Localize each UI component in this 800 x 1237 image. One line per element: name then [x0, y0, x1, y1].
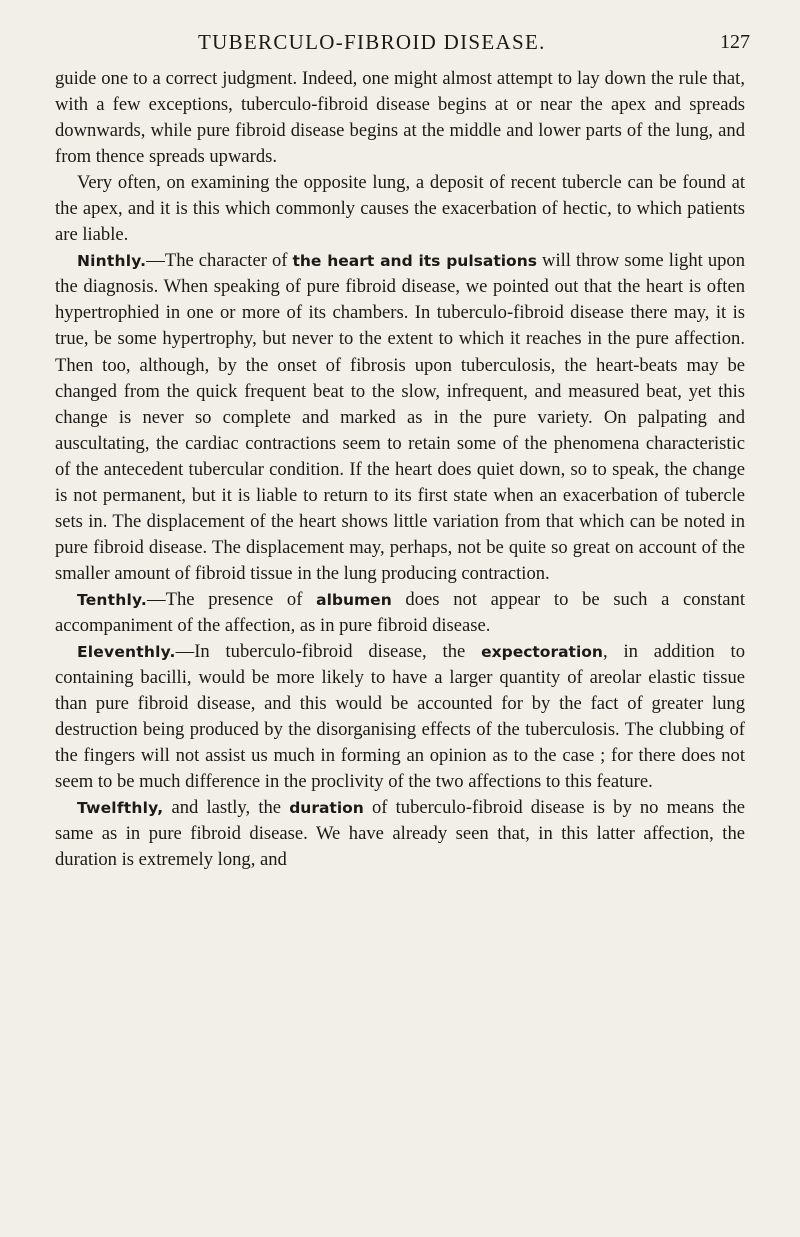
paragraph-lead: Tenthly.	[77, 590, 147, 609]
paragraph-text: —The presence of	[147, 588, 317, 610]
paragraph-tenthly	[55, 587, 745, 639]
paragraph-text: will throw some light upon the diagnosis. When speaking of pure fibroid disease, we pointed out that the heart is often hypertrophied in one or more of its chambers. In tuberculo-fibroid disease there may, it is true, be some hypertrophy, but never to the extent to which it reaches in the pure affection. Then too, although, by the onset of fibrosis upon tuberculosis, the heart-beats may be changed from the quick frequent beat to the slow, infrequent, and measured beat, yet this change is never so complete and marked as in the pure variety. On palpating and auscultating, the cardiac contractions seem to retain some of the phenomena characteristic of the antecedent tubercular condition. If the heart does quiet down, so to speak, the change is not permanent, but it is liable to return to its first state when an exacerbation of tubercle sets in. The displacement of the heart shows little variation from that which can be noted in pure fibroid disease. The displacement may, perhaps, not be quite so great on account of the smaller amount of fibroid tissue in the lung producing contraction.	[55, 250, 746, 584]
page-header	[0, 26, 800, 66]
paragraph-text: —In tuberculo-fibroid disease, the	[175, 641, 482, 663]
paragraph-text: guide one to a correct judgment. Indeed, one might almost attempt to lay down the rule that, with a few exceptions, tuberculo-fibroid disease begins at or near the apex and spreads downwards, while pure fibroid disease begins at the middle and lower parts of the lung, and from thence spreads upwards.	[55, 68, 745, 168]
paragraph-ninthly	[55, 248, 745, 587]
paragraph-lead: Twelfthly,	[77, 799, 164, 818]
running-head: TUBERCULO-FIBROID DISEASE.	[198, 30, 546, 54]
paragraph-text: , in addition to containing bacilli, would be more likely to have a larger quantity of areolar elastic tissue than pure fibroid disease, and this would be accounted for by the fact of greater lung destruction being produced by the disorganising effects of the tuberculosis. The clubbing of the fingers will not assist us much in forming an opinion as to the case ; for there does not seem to be much difference in the proclivity of the two affections to this feature.	[55, 641, 745, 793]
paragraph-text: of tuberculo-fibroid disease is by no means the same as in pure fibroid disease. We have already seen that, in this latter affection, the duration is extremely long, and	[55, 797, 745, 871]
paragraph-text: and lastly, the	[163, 797, 290, 819]
page-number: 127	[720, 31, 750, 53]
emphasized-term: duration	[289, 799, 364, 818]
paragraph-lead: Eleventhly.	[77, 643, 176, 662]
paragraph-twelfthly	[55, 795, 745, 873]
paragraph-text: Very often, on examining the opposite lung, a deposit of recent tubercle can be found at the apex, and it is this which commonly causes the exacerbation of hectic, to which patients are liable.	[55, 172, 745, 246]
emphasized-term: albumen	[316, 590, 392, 609]
paragraph-eleventhly	[55, 639, 745, 795]
emphasized-term: the heart and its pulsations	[292, 252, 537, 271]
paragraph-text: does not appear to be such a constant accompaniment of the affection, as in pure fibroid disease.	[55, 588, 746, 636]
paragraph-text: —The character of	[146, 250, 293, 272]
paragraph-lead: Ninthly.	[77, 252, 147, 271]
body-text	[55, 66, 745, 873]
emphasized-term: expectoration	[481, 643, 603, 662]
paragraph-recent-tubercle	[55, 170, 745, 248]
paragraph-continuation	[55, 66, 745, 170]
